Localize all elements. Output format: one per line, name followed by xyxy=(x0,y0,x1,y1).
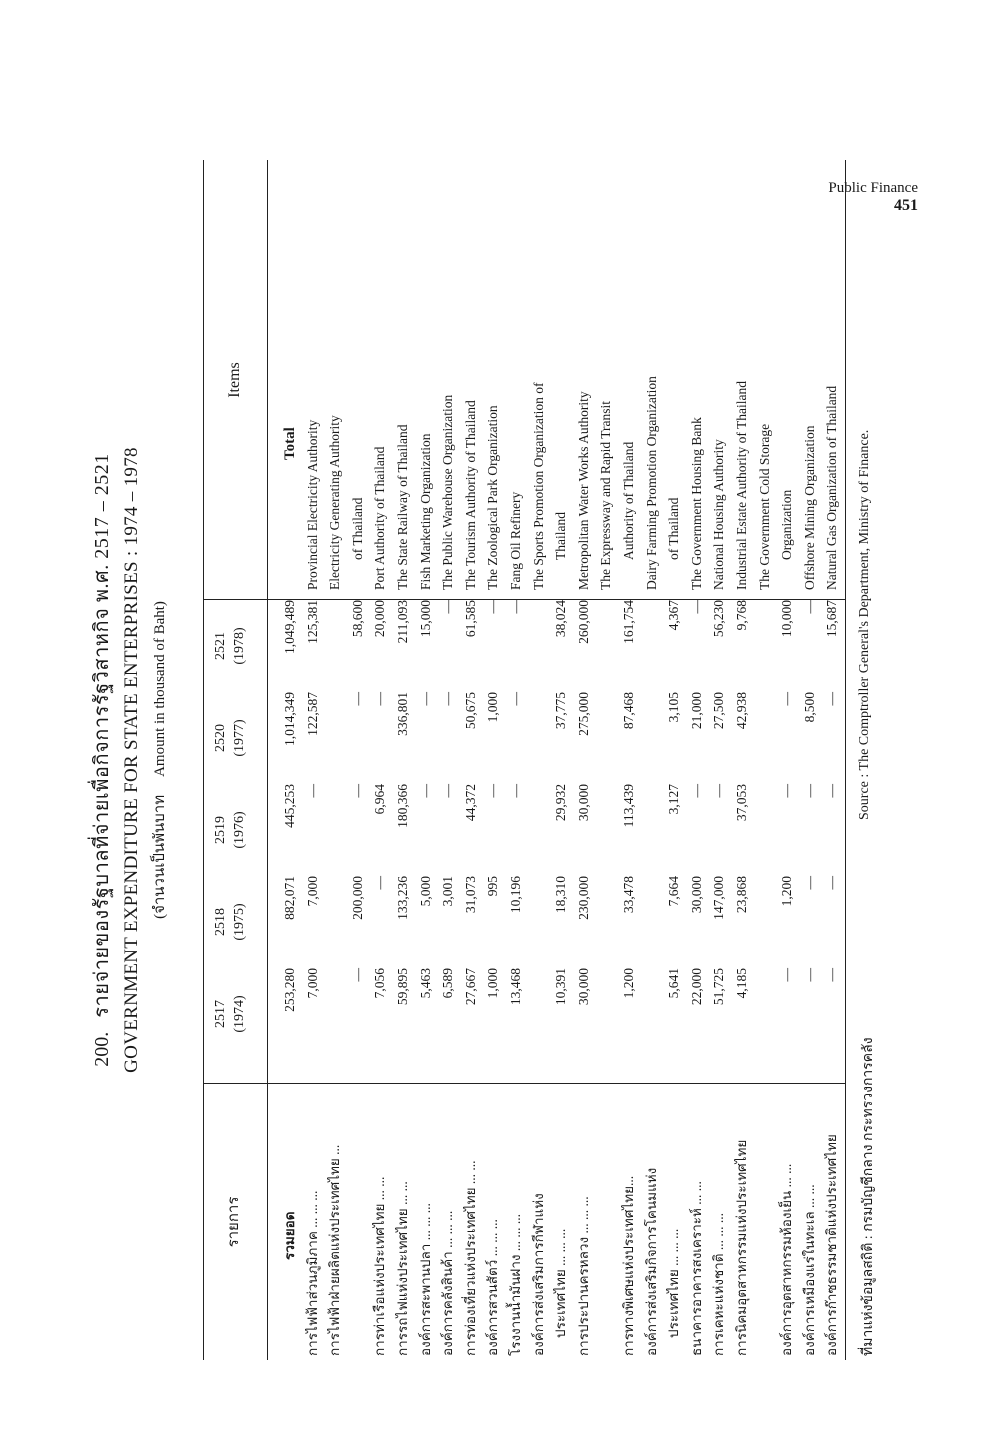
table-row xyxy=(505,160,527,1360)
value-cell: 21,000 xyxy=(688,692,704,730)
row-label-english: Dairy Farming Promotion Organization xyxy=(643,376,659,590)
value-cell: 5,463 xyxy=(417,968,433,999)
row-label-english: Industrial Estate Authority of Thailand xyxy=(734,381,749,590)
column-header-thai: รายการ xyxy=(226,1196,242,1248)
row-label-thai: รวมยอด xyxy=(282,1211,297,1260)
value-cell: 3,127 xyxy=(666,784,682,815)
row-label-thai: องค์การสะพานปลา ... ... ... xyxy=(417,1203,433,1356)
row-label-english: The Sports Promotion Organization of xyxy=(530,382,546,590)
header-rule xyxy=(267,160,268,1360)
value-cell: — xyxy=(824,692,840,706)
row-label-english: The Zoological Park Organization xyxy=(485,405,501,590)
row-label-thai: องค์การสวนสัตว์ ... ... ... xyxy=(485,1219,501,1356)
value-cell: — xyxy=(417,784,433,798)
value-cell: 59,895 xyxy=(395,968,410,1006)
table-row xyxy=(776,160,798,1360)
value-cell: — xyxy=(801,600,817,614)
value-cell: 30,000 xyxy=(575,968,591,1006)
row-label-english: The Tourism Authority of Thailand xyxy=(462,400,478,590)
table-row xyxy=(550,160,572,1360)
source-thai: ที่มาแห่งข้อมูลสถิติ : กรมบัญชีกลาง กระทรวงการคลัง xyxy=(861,1037,876,1356)
table-row xyxy=(437,160,459,1360)
unit-english: Amount in thousand of Baht) xyxy=(152,601,168,777)
table-title-english: GOVERNMENT EXPENDITURE FOR STATE ENTERPRISES : 1974 – 1978 xyxy=(121,447,142,1073)
row-label-english: Electricity Generating Authority xyxy=(327,415,343,590)
value-cell: — xyxy=(508,600,523,614)
row-label-english: Offshore Mining Organization xyxy=(801,425,817,590)
value-cell: 37,775 xyxy=(553,692,569,730)
value-cell: 253,280 xyxy=(282,968,297,1012)
row-label-english: of Thailand xyxy=(666,497,682,560)
value-cell: 50,675 xyxy=(462,692,478,730)
row-label-english: Port Authority of Thailand xyxy=(372,446,388,590)
value-cell: — xyxy=(801,784,817,798)
row-label-thai: การทางพิเศษแห่งประเทศไทย... xyxy=(621,1175,636,1356)
value-cell: 445,253 xyxy=(282,784,297,828)
table-number: 200. xyxy=(91,1031,113,1067)
year-header xyxy=(211,784,249,876)
value-cell: 30,000 xyxy=(688,876,704,914)
value-cell: 125,381 xyxy=(304,600,320,644)
row-label-english: National Housing Authority xyxy=(711,439,727,590)
row-label-thai: องค์การส่งเสริมกิจการโคนมแห่ง xyxy=(643,1167,659,1356)
value-cell: 42,938 xyxy=(734,692,749,730)
table-row xyxy=(324,160,346,1360)
value-cell: — xyxy=(372,692,388,706)
row-label-english: Fish Marketing Organization xyxy=(417,433,433,590)
value-cell: 1,000 xyxy=(485,968,501,999)
table-row xyxy=(821,160,843,1360)
table-row xyxy=(482,160,504,1360)
value-cell: 1,014,349 xyxy=(282,692,297,746)
table-row xyxy=(618,160,640,1360)
value-cell: 87,468 xyxy=(621,692,636,730)
value-cell: 260,000 xyxy=(575,600,591,644)
value-cell: — xyxy=(508,692,523,706)
row-label-english: Organization xyxy=(779,489,795,560)
value-cell: 180,366 xyxy=(395,784,410,828)
rotated-table-page xyxy=(85,160,885,1360)
value-cell: — xyxy=(779,968,795,982)
value-cell: — xyxy=(349,968,365,982)
row-label-thai: องค์การก๊าซธรรมชาติแห่งประเทศไทย xyxy=(824,1134,840,1356)
year-ad: (1978) xyxy=(232,627,247,665)
value-cell: — xyxy=(824,784,840,798)
value-cell: — xyxy=(824,968,840,982)
table-header xyxy=(85,160,171,1360)
value-cell: 23,868 xyxy=(734,876,749,914)
row-label-english: The Government Housing Bank xyxy=(688,417,704,590)
year-ad: (1974) xyxy=(232,995,247,1033)
value-cell: — xyxy=(485,600,501,614)
value-cell: 5,641 xyxy=(666,968,682,999)
value-cell: 4,367 xyxy=(666,600,682,631)
table-row xyxy=(392,160,414,1360)
value-cell: 882,071 xyxy=(282,876,297,920)
value-cell: — xyxy=(440,692,456,706)
row-label-thai: องค์การคลังสินค้า ... ... ... xyxy=(440,1210,456,1356)
page-number: 451 xyxy=(894,197,918,214)
year-ad: (1977) xyxy=(232,719,247,757)
row-label-thai: การไฟฟ้าฝ่ายผลิตแห่งประเทศไทย ... xyxy=(327,1144,343,1356)
row-label-thai: การท่องเที่ยวแห่งประเทศไทย ... ... xyxy=(462,1160,478,1356)
source-english: Source : The Comptroller General's Department, Ministry of Finance. xyxy=(857,429,872,820)
value-cell: — xyxy=(801,968,817,982)
value-cell: 1,000 xyxy=(485,692,501,723)
value-cell: 113,439 xyxy=(621,784,636,828)
year-header xyxy=(211,692,249,784)
value-cell: — xyxy=(304,784,320,798)
value-cell: — xyxy=(417,692,433,706)
value-cell: 10,196 xyxy=(508,876,523,914)
value-cell: 15,000 xyxy=(417,600,433,638)
value-cell: 15,687 xyxy=(824,600,840,638)
value-cell: — xyxy=(485,784,501,798)
row-label-english: The Public Warehouse Organization xyxy=(440,394,456,590)
value-cell: 147,000 xyxy=(711,876,727,920)
value-cell: 8,500 xyxy=(801,692,817,723)
table-row xyxy=(528,160,550,1360)
value-cell: — xyxy=(372,876,388,890)
value-cell: 161,754 xyxy=(621,600,636,644)
value-cell: 200,000 xyxy=(349,876,365,920)
table-row xyxy=(279,160,301,1360)
row-label-thai: การนิคมอุตสาหกรรมแห่งประเทศไทย xyxy=(734,1139,749,1356)
row-label-english: The Government Cold Storage xyxy=(756,423,772,590)
row-label-thai: ธนาคารอาคารสงเคราะห์ ... ... xyxy=(688,1181,704,1356)
value-cell: 336,801 xyxy=(395,692,410,736)
value-cell: 3,001 xyxy=(440,876,456,907)
value-cell: 9,768 xyxy=(734,600,749,631)
top-rule xyxy=(203,160,204,1360)
row-label-thai: องค์การส่งเสริมการกีฬาแห่ง xyxy=(530,1193,546,1356)
year-be: 2520 xyxy=(213,724,228,752)
value-cell: 61,585 xyxy=(462,600,478,638)
value-cell: 1,200 xyxy=(779,876,795,907)
value-cell: 7,000 xyxy=(304,968,320,999)
row-label-english: Authority of Thailand xyxy=(621,441,636,560)
running-head-section: Public Finance xyxy=(828,180,918,196)
year-be: 2521 xyxy=(213,632,228,660)
table-row xyxy=(302,160,324,1360)
value-cell: 18,310 xyxy=(553,876,569,914)
value-cell: 27,500 xyxy=(711,692,727,730)
table-row xyxy=(460,160,482,1360)
table-row xyxy=(731,160,753,1360)
table-row xyxy=(663,160,685,1360)
table-title-thai: รายจ่ายของรัฐบาลที่จ่ายเพื่อกิจการรัฐวิสาหกิจ พ.ศ. 2517 – 2521 xyxy=(91,453,113,1018)
value-cell: 38,024 xyxy=(553,600,569,638)
table-row xyxy=(347,160,369,1360)
row-label-english: Metropolitan Water Works Authority xyxy=(575,391,591,590)
value-cell: 30,000 xyxy=(575,784,591,822)
table-row xyxy=(708,160,730,1360)
value-cell: — xyxy=(349,784,365,798)
value-cell: 3,105 xyxy=(666,692,682,723)
value-cell: 1,049,489 xyxy=(282,600,297,654)
value-cell: 10,000 xyxy=(779,600,795,638)
row-label-thai: การไฟฟ้าส่วนภูมิภาค ... ... ... xyxy=(304,1190,320,1356)
row-label-thai: ประเทศไทย ... ... ... xyxy=(553,1228,569,1338)
table-row xyxy=(686,160,708,1360)
value-cell: 133,236 xyxy=(395,876,410,920)
value-cell: 27,667 xyxy=(462,968,478,1006)
value-cell: 13,468 xyxy=(508,968,523,1006)
year-ad: (1975) xyxy=(232,903,247,941)
row-label-english: Provincial Electricity Authority xyxy=(304,419,320,590)
value-cell: 122,587 xyxy=(304,692,320,736)
row-label-thai: โรงงานน้ำมันฝาง ... ... ... xyxy=(508,1213,523,1356)
value-cell: 6,964 xyxy=(372,784,388,815)
table-row xyxy=(369,160,391,1360)
value-cell: 10,391 xyxy=(553,968,569,1006)
value-cell: 995 xyxy=(485,876,501,897)
value-cell: 33,478 xyxy=(621,876,636,914)
year-header xyxy=(211,876,249,968)
row-label-thai: ประเทศไทย ... ... ... xyxy=(666,1228,682,1338)
value-cell: — xyxy=(349,692,365,706)
value-cell: 51,725 xyxy=(711,968,727,1006)
row-label-english: Total xyxy=(282,427,298,460)
value-cell: 7,056 xyxy=(372,968,388,999)
value-cell: — xyxy=(440,784,456,798)
row-label-thai: การประปานครหลวง ... ... ... xyxy=(575,1196,591,1356)
year-be: 2519 xyxy=(213,816,228,844)
year-be: 2518 xyxy=(213,908,228,936)
value-cell: 58,600 xyxy=(349,600,365,638)
row-label-english: Fang Oil Refinery xyxy=(508,491,523,590)
value-cell: 6,589 xyxy=(440,968,456,999)
value-cell: 5,000 xyxy=(417,876,433,907)
value-cell: 37,053 xyxy=(734,784,749,822)
table-row xyxy=(641,160,663,1360)
value-cell: 230,000 xyxy=(575,876,591,920)
table-unit-note xyxy=(147,160,171,1360)
row-label-english: The State Railway of Thailand xyxy=(395,424,410,590)
value-cell: 29,932 xyxy=(553,784,569,822)
value-cell: 20,000 xyxy=(372,600,388,638)
value-cell: 22,000 xyxy=(688,968,704,1006)
value-cell: 7,664 xyxy=(666,876,682,907)
year-header xyxy=(211,600,249,692)
value-cell: 1,200 xyxy=(621,968,636,999)
value-cell: — xyxy=(508,784,523,798)
row-label-thai: การเคหะแห่งชาติ ... ... ... xyxy=(711,1212,727,1356)
table-row xyxy=(573,160,595,1360)
value-cell: — xyxy=(711,784,727,798)
value-cell: 56,230 xyxy=(711,600,727,638)
table-row xyxy=(415,160,437,1360)
value-cell: 44,372 xyxy=(462,784,478,822)
row-label-thai: การท่าเรือแห่งประเทศไทย ... ... xyxy=(372,1176,388,1356)
row-label-english: The Expressway and Rapid Transit xyxy=(598,401,614,590)
value-cell: 275,000 xyxy=(575,692,591,736)
value-cell: 4,185 xyxy=(734,968,749,999)
year-header xyxy=(211,968,249,1060)
value-cell: 7,000 xyxy=(304,876,320,907)
value-cell: — xyxy=(824,876,840,890)
bottom-rule xyxy=(845,160,846,1360)
row-label-thai: องค์การอุตสาหกรรมห้องเย็น ... ... xyxy=(779,1163,795,1356)
value-cell: — xyxy=(779,784,795,798)
table-row xyxy=(595,160,617,1360)
row-label-english: Thailand xyxy=(553,512,569,560)
value-cell: — xyxy=(779,692,795,706)
row-label-thai: การรถไฟแห่งประเทศไทย ... ... xyxy=(395,1181,410,1356)
table-row xyxy=(754,160,776,1360)
value-cell: 31,073 xyxy=(462,876,478,914)
row-label-english: of Thailand xyxy=(349,497,365,560)
value-cell: — xyxy=(688,784,704,798)
value-cell: 211,093 xyxy=(395,600,410,644)
year-ad: (1976) xyxy=(232,811,247,849)
year-be: 2517 xyxy=(213,1000,228,1028)
table-row xyxy=(799,160,821,1360)
unit-thai: (จำนวนเป็นพันบาท xyxy=(152,794,168,919)
column-header-items: Items xyxy=(226,362,243,398)
row-label-english: Natural Gas Organization of Thailand xyxy=(824,385,840,590)
row-label-thai: องค์การเหมืองแร่ในทะเล ... ... xyxy=(801,1184,817,1356)
value-cell: — xyxy=(688,600,704,614)
value-cell: — xyxy=(440,600,456,614)
value-cell: — xyxy=(801,876,817,890)
